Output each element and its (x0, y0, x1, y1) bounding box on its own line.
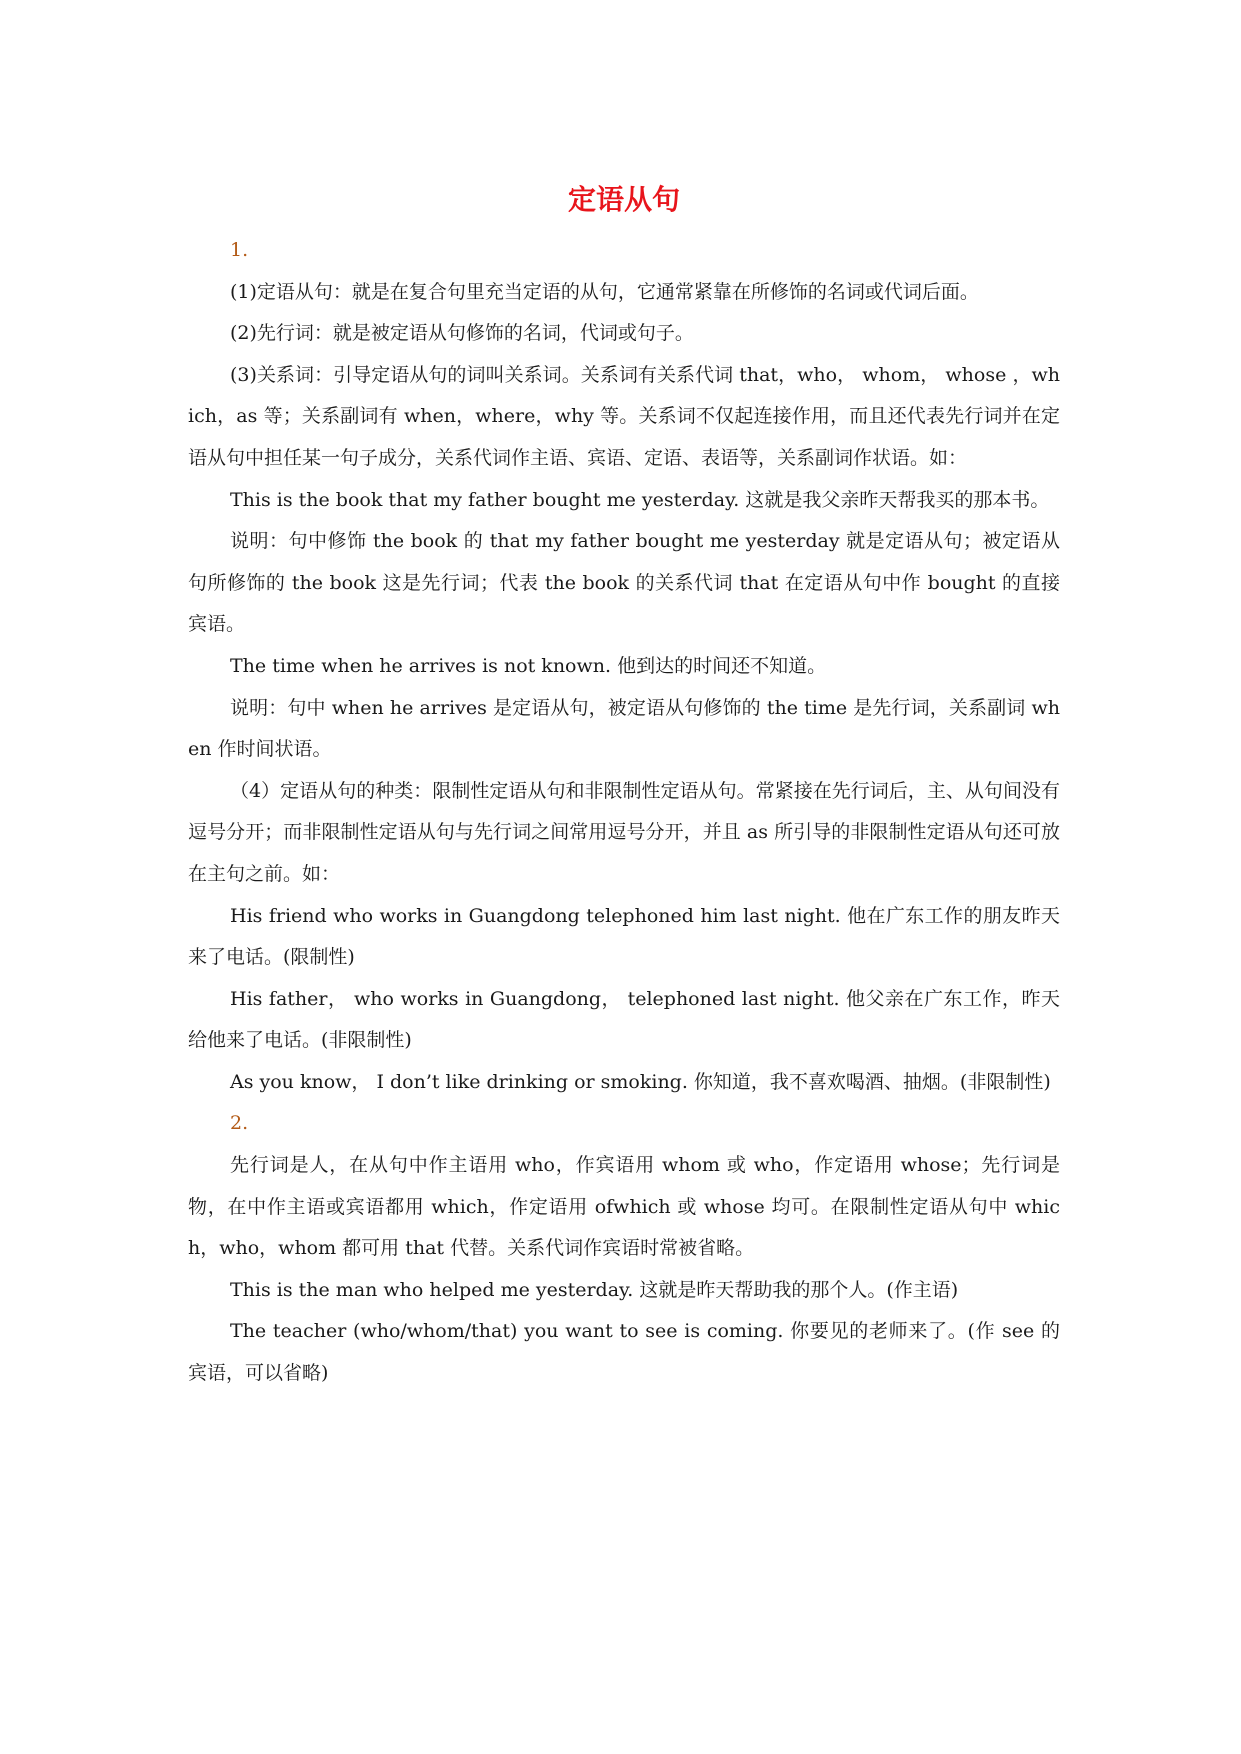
paragraph: (2)先行词：就是被定语从句修饰的名词，代词或句子。 (230, 322, 694, 345)
paragraph: This is the book that my father bought me yesterday. 这就是我父亲昨天帮我买的那本书。 (230, 488, 1050, 511)
section-number: 2. (230, 1112, 249, 1135)
paragraph: (3)关系词：引导定语从句的词叫关系词。关系词有关系代词 that，who， whom， whose ，which，as 等；关系副词有 when，where，why 等。关系词不仅起连接作用，而且还代表先行词并在定语从句中担任某一句子成分，关系代词作主语、宾语、定语、表语等，关系副词作状语。如： (188, 363, 1060, 469)
paragraph: This is the man who helped me yesterday. 这就是昨天帮助我的那个人。(作主语) (230, 1278, 959, 1301)
paragraph: （4）定语从句的种类：限制性定语从句和非限制性定语从句。常紧接在先行词后，主、从句间没有逗号分开；而非限制性定语从句与先行词之间常用逗号分开，并且 as 所引导的非限制性定语从句还可放在主句之前。如： (188, 779, 1060, 885)
document-title: 定语从句 (567, 183, 680, 216)
paragraph: As you know， I don’t like drinking or smoking. 你知道，我不喜欢喝酒、抽烟。(非限制性) (230, 1070, 1051, 1093)
section-number: 1. (230, 239, 249, 261)
paragraph: (1)定语从句：就是在复合句里充当定语的从句，它通常紧靠在所修饰的名词或代词后面。 (230, 280, 979, 303)
paragraph: His friend who works in Guangdong telephoned him last night. 他在广东工作的朋友昨天来了电话。(限制性) (188, 904, 1060, 969)
paragraph: 先行词是人，在从句中作主语用 who，作宾语用 whom 或 who，作定语用 whose；先行词是物，在中作主语或宾语都用 which，作定语用 ofwhich 或 whose 均可。在限制性定语从句中 which，who，whom 都可用 that 代替。关系代词作宾语时常被省略。 (188, 1154, 1060, 1260)
paragraph: 说明：句中修饰 the book 的 that my father bought me yesterday 就是定语从句；被定语从句所修饰的 the book 这是先行词；代表 the book 的关系代词 that 在定语从句中作 bought 的直接宾语。 (188, 530, 1060, 636)
paragraph: 说明：句中 when he arrives 是定语从句，被定语从句修饰的 the time 是先行词，关系副词 when 作时间状语。 (188, 696, 1060, 761)
paragraph: His father， who works in Guangdong， telephoned last night. 他父亲在广东工作，昨天给他来了电话。(非限制性) (188, 987, 1060, 1052)
document-body (188, 230, 1060, 1395)
paragraph: The teacher (who/whom/that) you want to see is coming. 你要见的老师来了。(作 see 的宾语，可以省略) (188, 1320, 1060, 1385)
paragraph: The time when he arrives is not known. 他到达的时间还不知道。 (230, 654, 827, 677)
